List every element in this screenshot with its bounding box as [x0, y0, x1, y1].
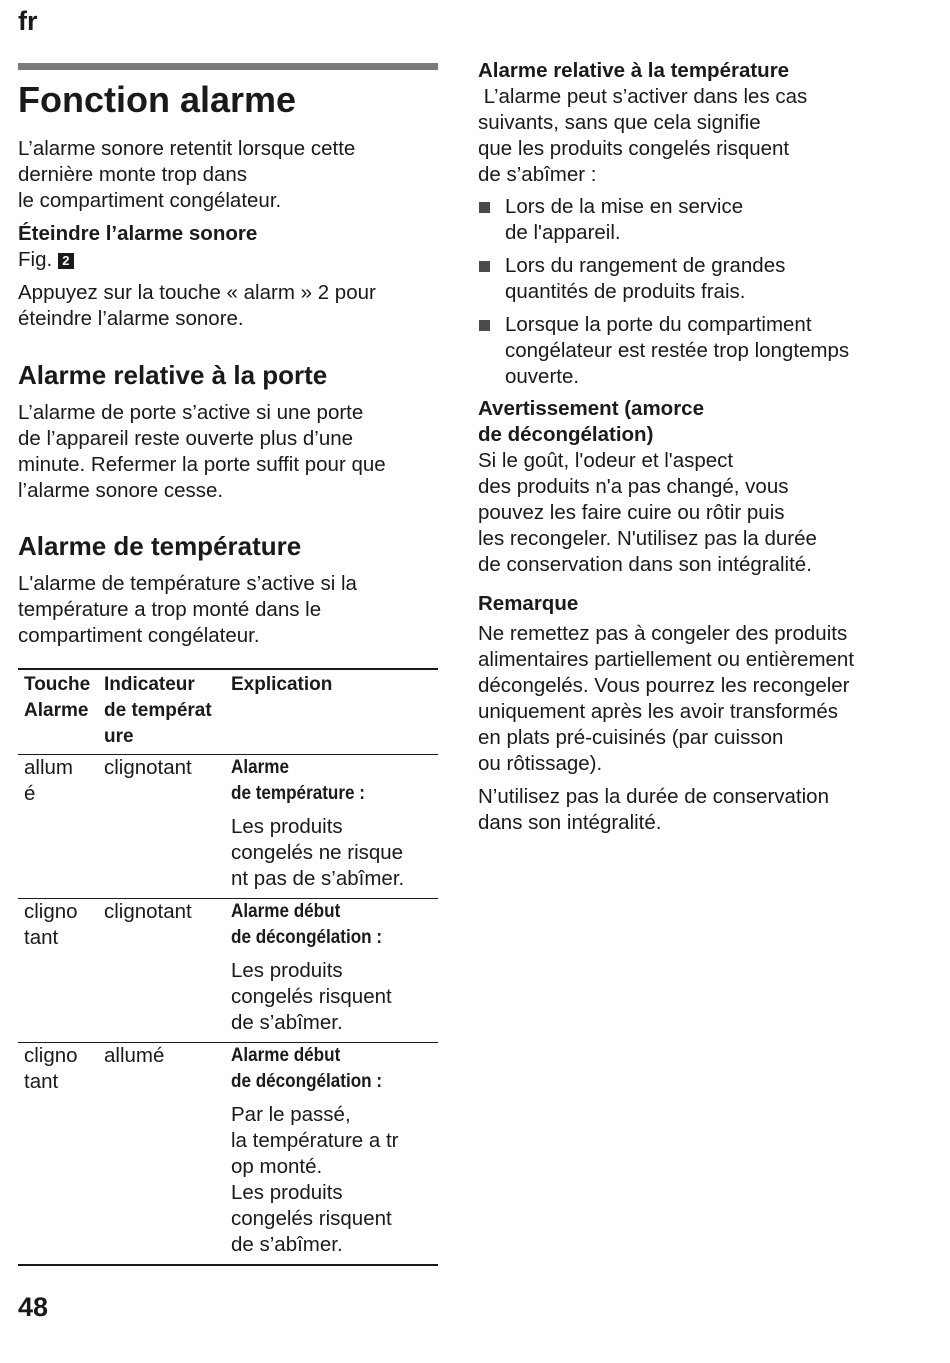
text-line: congélateur est restée trop longtemps [505, 339, 850, 362]
cell-explication [231, 1043, 438, 1266]
text-line: suivants, sans que cela signifie [478, 111, 761, 134]
remark-paragraph-2 [478, 784, 829, 836]
title-rule [18, 63, 438, 70]
cell-line: é [24, 782, 36, 805]
cell-line: Les produits [231, 815, 343, 838]
explanation-label [231, 755, 417, 807]
header-line: Touche [24, 674, 91, 695]
header-line: Explication [231, 674, 333, 695]
explanation-text [231, 814, 438, 892]
cell-indicateur: clignotant [104, 900, 192, 923]
text-line: L’alarme sonore retentit lorsque cette [18, 137, 356, 160]
text-line: minute. Refermer la porte suffit pour que [18, 453, 386, 476]
text-line: l’alarme sonore cesse. [18, 479, 224, 502]
text-line: compartiment congélateur. [18, 624, 260, 647]
cell-explication [231, 899, 438, 1043]
text-line: Appuyez sur la touche « alarm » 2 pour [18, 281, 376, 304]
cell-line: congelés ne risque [231, 841, 404, 864]
text-line: de s’abîmer : [478, 163, 597, 186]
text-line: de l'appareil. [505, 221, 621, 244]
text-line: Lors du rangement de grandes [505, 254, 786, 277]
remark-heading: Remarque [478, 592, 579, 615]
cell-touche [18, 755, 104, 899]
text-line: le compartiment congélateur. [18, 189, 282, 212]
text-line: les recongeler. N'utilisez pas la durée [478, 527, 817, 550]
text-line: uniquement après les avoir transformés [478, 700, 839, 723]
text-line: ouverte. [505, 365, 580, 388]
intro-paragraph [18, 136, 355, 214]
cell-line: cligno [24, 1044, 78, 1067]
text-line: pouvez les faire cuire ou rôtir puis [478, 501, 785, 524]
cell-indicateur: clignotant [104, 756, 192, 779]
text-line: de décongélation) [478, 423, 654, 446]
heading-door-alarm: Alarme relative à la porte [18, 360, 328, 390]
header-line: Alarme [24, 700, 89, 721]
language-label: fr [18, 6, 38, 36]
header-line: ure [104, 726, 134, 747]
cell-line: tant [24, 1070, 59, 1093]
cell-line: Alarme [231, 757, 289, 778]
text-line: L’alarme peut s’activer dans les cas [478, 85, 808, 108]
text-line: alimentaires partiellement ou entièrement [478, 648, 855, 671]
column-header-touche [18, 669, 104, 755]
cell-touche [18, 1043, 104, 1266]
list-item [478, 194, 849, 246]
cell-line: tant [24, 926, 59, 949]
text-line: L’alarme de porte s’active si une porte [18, 401, 364, 424]
alarm-table [18, 668, 438, 1266]
text-line: Lors de la mise en service [505, 195, 744, 218]
cell-line: de s’abîmer. [231, 1233, 343, 1256]
cell-line: de s’abîmer. [231, 1011, 343, 1034]
text-line: N’utilisez pas la durée de conservation [478, 785, 829, 808]
table-row [18, 1043, 438, 1266]
text-line: des produits n'a pas changé, vous [478, 475, 789, 498]
heading-temperature-alarm: Alarme de température [18, 531, 302, 561]
list-item [478, 312, 849, 390]
explanation-text [231, 958, 438, 1036]
remark-paragraph [478, 621, 854, 777]
cell-line: Par le passé, [231, 1103, 351, 1126]
text-line: Si le goût, l'odeur et l'aspect [478, 449, 734, 472]
text-line: Avertissement (amorce [478, 397, 704, 420]
cell-line: Les produits [231, 959, 343, 982]
text-line: en plats pré-cuisinés (par cuisson [478, 726, 784, 749]
page-title: Fonction alarme [18, 79, 297, 120]
bullet-square-icon [479, 261, 490, 272]
text-line: décongelés. Vous pourrez les recongeler [478, 674, 850, 697]
cell-line: de température : [231, 783, 365, 804]
text-line: éteindre l’alarme sonore. [18, 307, 244, 330]
bullet-square-icon [479, 202, 490, 213]
bullet-square-icon [479, 320, 490, 331]
figure-number-badge: 2 [58, 253, 74, 269]
table-row [18, 899, 438, 1043]
cell-indicateur: allumé [104, 1044, 165, 1067]
table-row [18, 755, 438, 899]
cell-touche [18, 899, 104, 1043]
page-number: 48 [18, 1292, 49, 1322]
text-line: ou rôtissage). [478, 752, 603, 775]
list-item [478, 253, 849, 305]
column-header-indicateur [104, 669, 231, 755]
explanation-label [231, 1043, 417, 1095]
text-line: Lorsque la porte du compartiment [505, 313, 812, 336]
cell-line: la température a tr [231, 1129, 399, 1152]
cases-list [478, 194, 849, 397]
cell-line: allum [24, 756, 73, 779]
cell-line: op monté. [231, 1155, 323, 1178]
press-instruction [18, 280, 376, 332]
text-line: que les produits congelés risquent [478, 137, 790, 160]
warning-heading [478, 396, 704, 448]
header-line: de températ [104, 700, 212, 721]
cell-line: congelés risquent [231, 985, 392, 1008]
text-line: dans son intégralité. [478, 811, 662, 834]
explanation-label [231, 899, 417, 951]
cell-line: de décongélation : [231, 1071, 383, 1092]
figure-reference [18, 247, 74, 273]
cell-line: Alarme début [231, 1045, 341, 1066]
cell-line: congelés risquent [231, 1207, 392, 1230]
door-alarm-paragraph [18, 400, 386, 504]
cell-line: Les produits [231, 1181, 343, 1204]
subheading-temperature-alarm: Alarme relative à la température [478, 59, 790, 82]
text-line: de conservation dans son intégralité. [478, 553, 812, 576]
temperature-alarm-paragraph [18, 571, 357, 649]
table-header-row [18, 669, 438, 755]
text-line: dernière monte trop dans [18, 163, 248, 186]
text-line: L'alarme de température s’active si la [18, 572, 357, 595]
cell-line: cligno [24, 900, 78, 923]
figure-prefix: Fig. [18, 248, 53, 271]
text-line: quantités de produits frais. [505, 280, 746, 303]
explanation-text [231, 1102, 438, 1258]
text-line: de l’appareil reste ouverte plus d’une [18, 427, 354, 450]
cell-line: de décongélation : [231, 927, 383, 948]
temperature-intro [478, 84, 807, 188]
text-line: Ne remettez pas à congeler des produits [478, 622, 848, 645]
column-header-explication [231, 669, 438, 755]
subheading-turn-off-alarm: Éteindre l’alarme sonore [18, 222, 258, 245]
text-line: température a trop monté dans le [18, 598, 322, 621]
cell-line: nt pas de s’abîmer. [231, 867, 405, 890]
cell-explication [231, 755, 438, 899]
header-line: Indicateur [104, 674, 195, 695]
warning-paragraph [478, 448, 817, 578]
cell-line: Alarme début [231, 901, 341, 922]
